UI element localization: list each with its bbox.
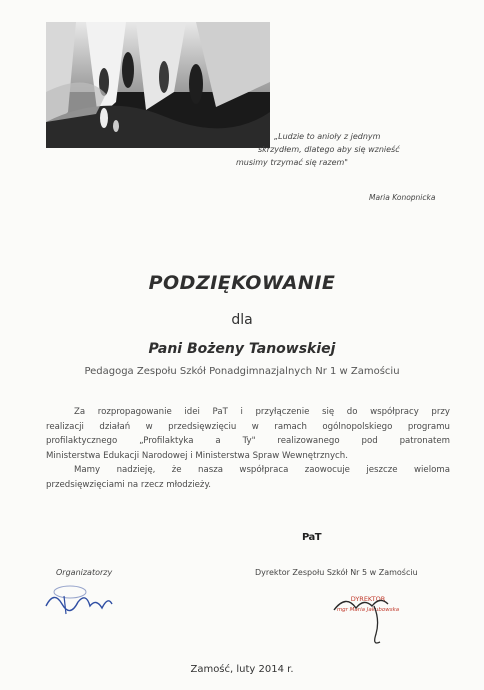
recipient-name: Pani Bożeny Tanowskiej (148, 341, 336, 357)
closing-line: Mamy nadzieję, że nasza współpraca zaowocuje jeszcze wieloma (74, 465, 450, 476)
closing-line: przedsięwzięciami na rzecz młodzieży. (46, 479, 212, 490)
document-title: PODZIĘKOWANIE (148, 272, 336, 294)
body-line: realizacji działań w przedsięwzięciu w ramach ogólnopolskiego programu (46, 421, 450, 432)
body-line: Ministerstwa Edukacji Narodowej i Ministerstwa Spraw Wewnętrznych. (46, 450, 348, 461)
stamp-name: mgr Maria Jakubowska (336, 607, 400, 613)
place-date: Zamość, luty 2014 r. (190, 664, 294, 675)
theatre-photo (46, 22, 270, 148)
organizer-signature (40, 578, 130, 622)
photo-image (46, 22, 270, 148)
quote-line: skrzydłem, dlatego aby się wznieść (258, 145, 400, 154)
quote-author: Maria Konopnicka (369, 193, 436, 202)
organizers-label: Organizatorzy (56, 568, 113, 577)
director-label: Dyrektor Zespołu Szkół Nr 5 w Zamościu (255, 568, 418, 577)
for-word: dla (231, 312, 253, 328)
body-text (46, 405, 450, 493)
body-line: profilaktycznego „Profilaktyka a Ty" realizowanego pod patronatem (46, 436, 450, 447)
body-line: Za rozpropagowanie idei PaT i przyłączenie się do współpracy przy (74, 407, 450, 417)
pat-logo: PaT (302, 532, 322, 543)
quote-line: musimy trzymać się razem" (236, 158, 348, 167)
quote-line: „Ludzie to anioły z jednym (274, 132, 381, 141)
stamp-title: DYREKTOR (350, 595, 386, 603)
recipient-position: Pedagoga Zespołu Szkół Ponadgimnazjalnych Nr 1 w Zamościu (84, 366, 400, 377)
director-signature (328, 590, 398, 654)
